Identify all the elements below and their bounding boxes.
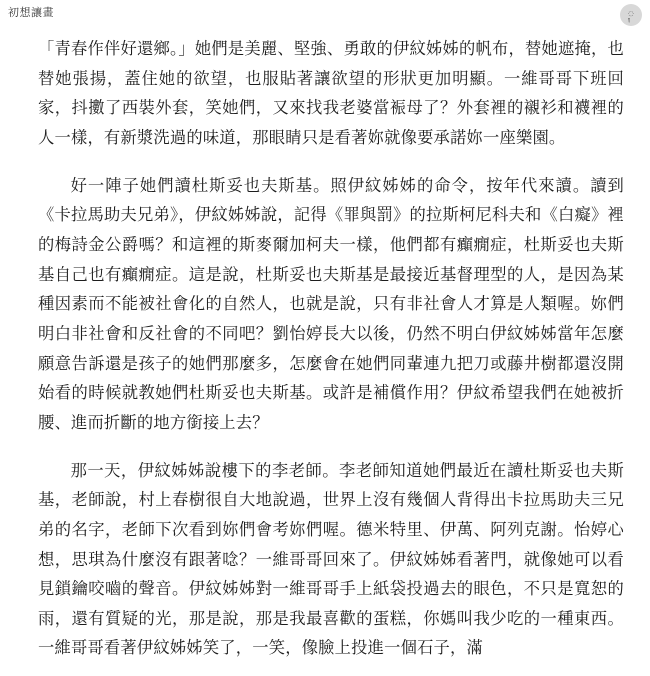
paragraph: 「青春作伴好還鄉。」她們是美麗、堅強、勇敢的伊紋姊姊的帆布，替她遮掩，也替她張揚，蓋住她的欲望，也服貼著讓欲望的形狀更加明顯。一維哥哥下班回家，抖擻了西裝外套，笑她們，又來找我老婆當裖母了？外套裡的襯衫和襪裡的人一樣，有新漿洗過的味道，那眼睛只是看著妳就像要承諾妳一座樂園。 xyxy=(38,39,624,147)
document-body xyxy=(38,34,624,663)
circle-badge-icon[interactable]: ༙ xyxy=(620,4,642,26)
page-header-label: 初想讓畫 xyxy=(8,6,54,19)
paragraph: 那一天，伊紋姊姊說樓下的李老師。李老師知道她們最近在讀杜斯妥也夫斯基，老師說，村上春樹很自大地說過，世界上沒有幾個人背得出卡拉馬助夫三兄弟的名字，老師下次看到妳們會考妳們喔。德米特里、伊萬、阿列克謝。怡婷心想，思琪為什麼沒有跟著唸？一維哥哥回來了。伊紋姊姊看著門，就像她可以看見鎖鑰咬嚙的聲音。伊紋姊姊對一維哥哥手上紙袋投過去的眼色，不只是寬恕的雨，還有質疑的光，那是說，那是我最喜歡的蛋糕，你媽叫我少吃的一種東西。一維哥哥看著伊紋姊姊笑了，一笑，像臉上投進一個石子，滿 xyxy=(38,460,624,658)
paragraph: 好一陣子她們讀杜斯妥也夫斯基。照伊紋姊姊的命令，按年代來讀。讀到《卡拉馬助夫兄弟》，伊紋姊姊說，記得《罪與罰》的拉斯柯尼科夫和《白癡》裡的梅詩金公爵嗎？和這裡的斯麥爾加柯夫一樣，他們都有癲癇症，杜斯妥也夫斯基自己也有癲癇症。這是說，杜斯妥也夫斯基是最接近基督理型的人，是因為某種因素而不能被社會化的自然人，也就是說，只有非社會人才算是人類喔。妳們明白非社會和反社會的不同吧？劉怡婷長大以後，仍然不明白伊紋姊姊當年怎麼願意告訴還是孩子的她們那麼多，怎麼會在她們同輩連九把刀或藤井樹都還沒開始看的時候就教她們杜斯妥也夫斯基。或許是補償作用？伊紋希望我們在她被折腰、進而折斷的地方銜接上去？ xyxy=(38,175,624,432)
